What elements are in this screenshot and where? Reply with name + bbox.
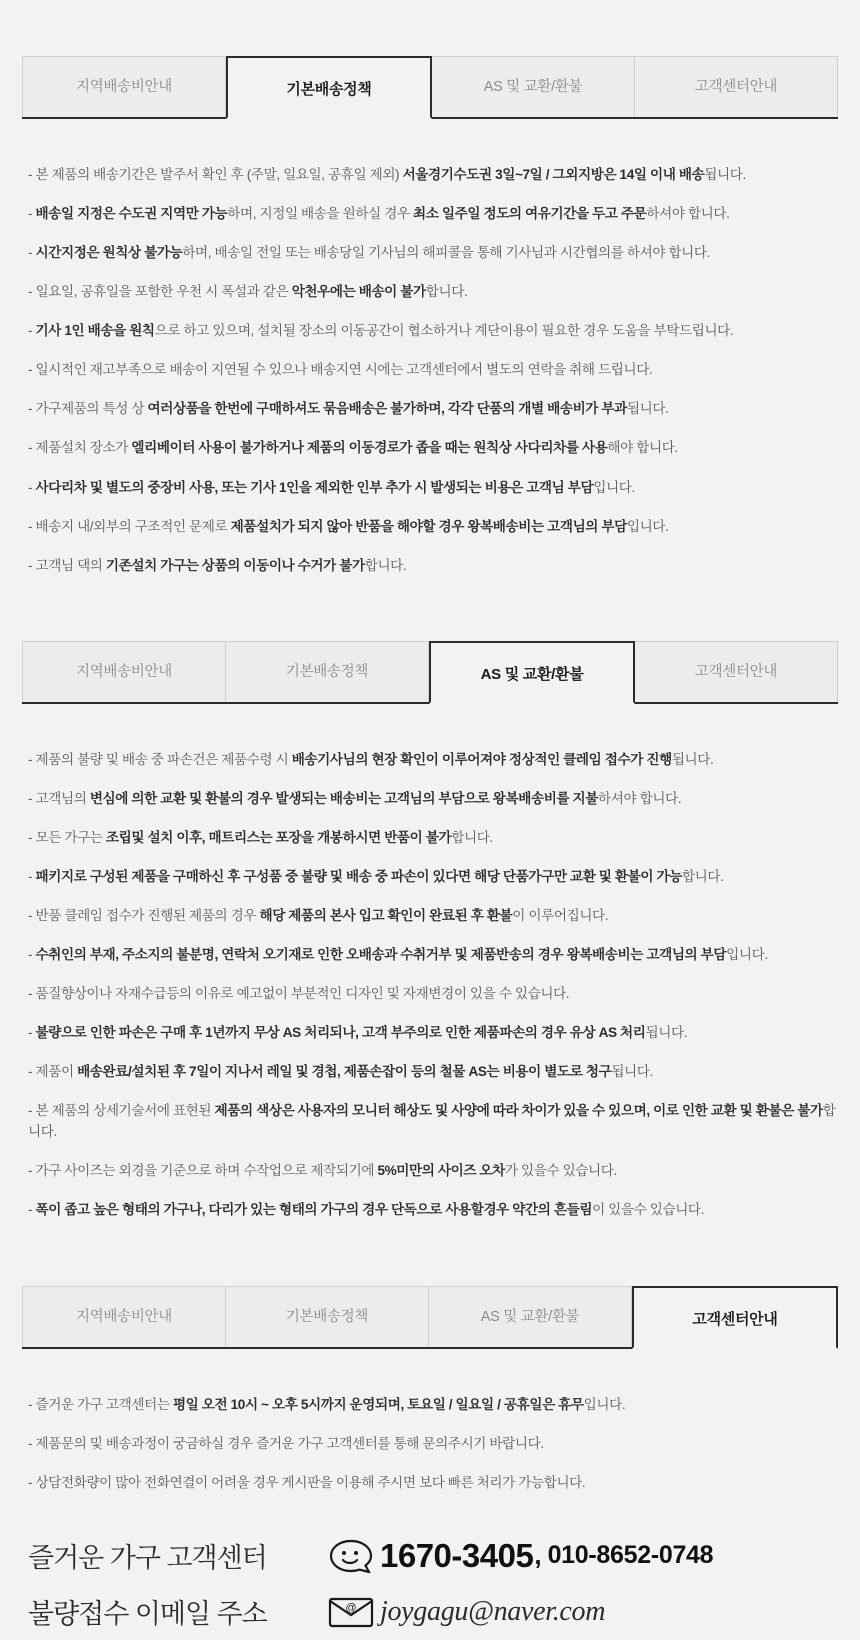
phone-icon [322, 1539, 380, 1573]
svg-text:@: @ [345, 1601, 357, 1614]
policy-line: - 본 제품의 배송기간은 발주서 확인 후 (주말, 일요일, 공휴일 제외) 서울경기수도권 3일~7일 / 그외지방은 14일 이내 배송됩니다. [28, 167, 746, 182]
tab-customer-center[interactable]: 고객센터안내 [635, 641, 838, 702]
tab-bar-basic-delivery[interactable] [22, 56, 838, 119]
tab-customer-center[interactable]: 고객센터안내 [635, 56, 838, 117]
as-exchange-refund-content [22, 704, 838, 1230]
email-label: 불량접수 이메일 주소 [28, 1599, 267, 1630]
tab-as-exchange-refund[interactable]: AS 및 교환/환불 [429, 1286, 632, 1347]
policy-line: - 일요일, 공휴일을 포함한 우천 시 폭설과 같은 악천우에는 배송이 불가합니다. [28, 284, 468, 300]
basic-delivery-policy-content [22, 119, 838, 585]
policy-line: - 폭이 좁고 높은 형태의 가구나, 다리가 있는 형태의 가구의 경우 단독으로 사용할경우 약간의 흔들림이 있을수 있습니다. [28, 1202, 705, 1218]
policy-line: - 배송일 지정은 수도권 지역만 가능하며, 지정일 배송을 원하실 경우 최소 일주일 정도의 여유기간을 두고 주문하셔야 합니다. [28, 206, 730, 222]
policy-line: - 패키지로 구성된 제품을 구매하신 후 구성품 중 불량 및 배송 중 파손이 있다면 해당 단품가구만 교환 및 환불이 가능합니다. [28, 868, 724, 884]
policy-line: - 일시적인 재고부족으로 배송이 지연될 수 있으나 배송지연 시에는 고객센터에서 별도의 연락을 취해 드립니다. [28, 362, 653, 378]
policy-line: - 기사 1인 배송을 원칙으로 하고 있으며, 설치될 장소의 이동공간이 협소하거나 계단이용이 필요한 경우 도움을 부탁드립니다. [28, 323, 734, 339]
tab-as-exchange-refund[interactable]: AS 및 교환/환불 [429, 641, 635, 704]
customer-center-label: 즐거운 가구 고객센터 [28, 1543, 267, 1574]
policy-line: - 제품설치 장소가 엘리베이터 사용이 불가하거나 제품의 이동경로가 좁을 때는 원칙상 사다리차를 사용해야 합니다. [28, 440, 678, 456]
policy-line: - 모든 가구는 조립및 설치 이후, 매트리스는 포장을 개봉하시면 반품이 불가합니다. [28, 829, 493, 845]
policy-line: - 배송지 내/외부의 구조적인 문제로 제품설치가 되지 않아 반품을 해야할 경우 왕복배송비는 고객님의 부담입니다. [28, 518, 669, 534]
contact-block [22, 1502, 838, 1640]
phone-separator: , [534, 1540, 542, 1571]
tab-basic-delivery-policy[interactable]: 기본배송정책 [226, 641, 429, 702]
tab-customer-center[interactable]: 고객센터안내 [632, 1286, 838, 1349]
policy-line: - 품질향상이나 자재수급등의 이유로 예고없이 부분적인 디자인 및 자재변경이 있을 수 있습니다. [28, 986, 570, 1002]
policy-line: - 가구제품의 특성 상 여러상품을 한번에 구매하셔도 묶음배송은 불가하며, 각각 단품의 개별 배송비가 부과됩니다. [28, 401, 669, 417]
phone-row [22, 1528, 838, 1584]
tab-regional-delivery-fee[interactable]: 지역배송비안내 [22, 1286, 226, 1347]
policy-line: - 수취인의 부재, 주소지의 불분명, 연락처 오기재로 인한 오배송과 수취거부 및 제품반송의 경우 왕복배송비는 고객님의 부담입니다. [28, 947, 768, 962]
tab-regional-delivery-fee[interactable]: 지역배송비안내 [22, 56, 226, 117]
tab-basic-delivery-policy[interactable]: 기본배송정책 [226, 56, 432, 119]
section-spacer [0, 585, 860, 641]
policy-line: - 사다리차 및 별도의 중장비 사용, 또는 기사 1인을 제외한 인부 추가 시 발생되는 비용은 고객님 부담입니다. [28, 479, 635, 495]
tab-bar-as-exchange[interactable] [22, 641, 838, 704]
section-spacer [0, 1230, 860, 1286]
phone-mobile: 010-8652-0748 [547, 1541, 714, 1570]
policy-line: - 가구 사이즈는 외경을 기준으로 하며 수작업으로 제작되기에 5%미만의 사이즈 오차가 있을수 있습니다. [28, 1163, 617, 1179]
policy-line: - 고객님의 변심에 의한 교환 및 환불의 경우 발생되는 배송비는 고객님의 부담으로 왕복배송비를 지불하셔야 합니다. [28, 790, 682, 806]
tab-bar-customer-center[interactable] [22, 1286, 838, 1349]
policy-line: - 즐거운 가구 고객센터는 평일 오전 10시 ~ 오후 5시까지 운영되며, 토요일 / 일요일 / 공휴일은 휴무입니다. [28, 1396, 626, 1412]
policy-line: - 상담전화량이 많아 전화연결이 어려울 경우 게시판을 이용해 주시면 보다 빠른 처리가 가능합니다. [28, 1474, 586, 1490]
policy-line: - 불량으로 인한 파손은 구매 후 1년까지 무상 AS 처리되나, 고객 부주의로 인한 제품파손의 경우 유상 AS 처리됩니다. [28, 1025, 688, 1041]
policy-line: - 제품이 배송완료/설치된 후 7일이 지나서 레일 및 경첩, 제품손잡이 등의 철물 AS는 비용이 별도로 청구됩니다. [28, 1064, 653, 1080]
phone-main: 1670-3405 [380, 1536, 534, 1574]
policy-line: - 고객님 댁의 기존설치 가구는 상품의 이동이나 수거가 불가합니다. [28, 557, 407, 573]
policy-line: - 제품문의 및 배송과정이 궁금하실 경우 즐거운 가구 고객센터를 통해 문의주시기 바랍니다. [28, 1435, 544, 1451]
customer-center-content [22, 1349, 838, 1502]
tab-basic-delivery-policy[interactable]: 기본배송정책 [226, 1286, 429, 1347]
policy-line: - 시간지정은 원칙상 불가능하며, 배송일 전일 또는 배송당일 기사님의 해피콜을 통해 기사님과 시간협의를 하셔야 합니다. [28, 245, 711, 261]
policy-line: - 반품 클레임 접수가 진행된 제품의 경우 해당 제품의 본사 입고 확인이 완료된 후 환불이 이루어집니다. [28, 907, 609, 923]
email-address: joygagu@naver.com [380, 1595, 606, 1627]
tab-as-exchange-refund[interactable]: AS 및 교환/환불 [432, 56, 635, 117]
email-row [22, 1584, 838, 1640]
policy-line: - 본 제품의 상세기술서에 표현된 제품의 색상은 사용자의 모니터 해상도 및 사양에 따라 차이가 있을 수 있으며, 이로 인한 교환 및 환불은 불가합니다. [28, 1103, 836, 1140]
envelope-icon [322, 1595, 380, 1629]
tab-regional-delivery-fee[interactable]: 지역배송비안내 [22, 641, 226, 702]
policy-line: - 제품의 불량 및 배송 중 파손건은 제품수령 시 배송기사님의 현장 확인이 이루어져야 정상적인 클레임 접수가 진행됩니다. [28, 751, 714, 767]
